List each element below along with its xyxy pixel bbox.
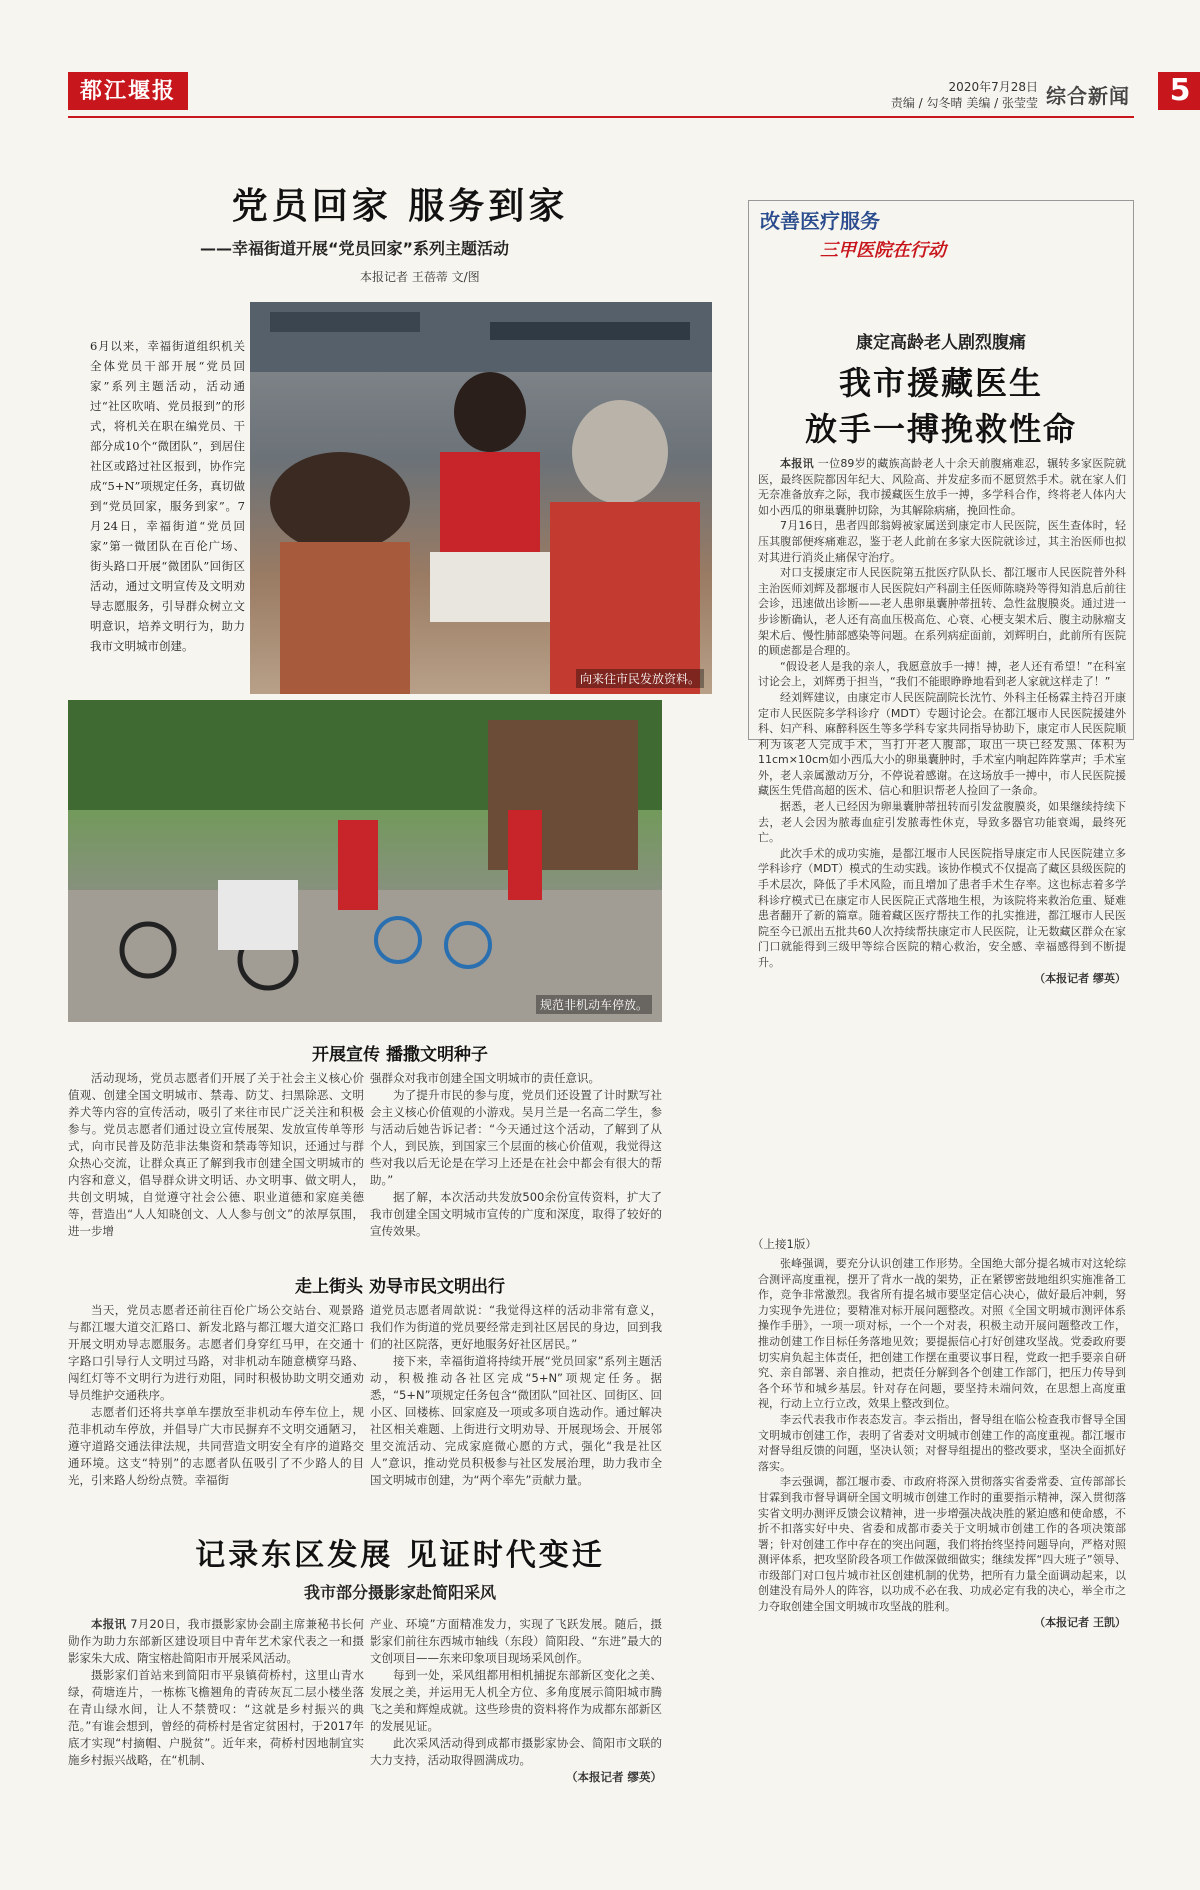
article1-section1-head: 开展宣传 播撒文明种子 <box>312 1045 488 1065</box>
article1-byline: 本报记者 王蓓蒂 文/图 <box>360 270 480 284</box>
editors-line: 责编 / 勾冬晴 美编 / 张莹莹 <box>890 96 1038 110</box>
paragraph: 每到一处，采风组都用相机捕捉东部新区变化之美、发展之美，并运用无人机全方位、多角度展示简阳城市腾飞之美和辉煌成就。这些珍贵的资料将作为成都东部新区的发展见证。 <box>370 1668 662 1733</box>
paragraph: 摄影家们首站来到简阳市平泉镇荷桥村，这里山青水绿，荷塘连片，一栋栋飞檐翘角的青砖灰瓦二层小楼坐落在青山绿水间，让人不禁赞叹：“这就是乡村振兴的典范。”有谁会想到，曾经的荷桥村是省定贫困村，于2017年底才实现“村摘帽、户脱贫”。近年来，荷桥村因地制宜实施乡村振兴战略，在“机制、 <box>68 1668 364 1767</box>
article2-title <box>748 360 1134 452</box>
page-number: 5 <box>1158 72 1200 110</box>
article1-section1-col-left <box>68 1070 364 1240</box>
paragraph: “假设老人是我的亲人，我愿意放手一搏！搏，老人还有希望！”在科室讨论会上，刘辉勇于担当，“我们不能眼睁睁地看到老人家就这样走了！” <box>758 659 1126 689</box>
article2-title-line2: 放手一搏挽救性命 <box>804 410 1077 448</box>
paragraph: 张峰强调，要充分认识创建工作形势。全国绝大部分提名城市对这轮综合测评高度重视，摆开了背水一战的架势，正在紧锣密鼓地组织实施准备工作，竞争非常激烈。我省所有提名城市要坚定信心决心，做好最后冲刺，努力实现争先进位；要精准对标开展问题整改。对照《全国文明城市测评体系操作手册》，一项一项对标，一个一个对表，积极主动开展问题整改工作，推动创建工作目标任务落地见效；要提振信心打好创建攻坚战。党委政府要切实肩负起主体责任，把创建工作摆在重要议事日程，党政一把手要亲自研究、亲自部署、亲自推动，把责任分解到各个创建工作部门，把压力传导到各个环节和城乡基层。针对存在问题，要坚持未端问效，在思想上高度重视，行动上立行立改，效果上整改到位。 <box>758 1257 1126 1411</box>
article4-body <box>758 1256 1126 1630</box>
photo-volunteers-handing-leaflets <box>250 302 712 694</box>
photo2-caption: 规范非机动车停放。 <box>536 995 652 1014</box>
column-slogan: 三甲医院在行动 <box>820 240 946 261</box>
paragraph: 对口支援康定市人民医院第五批医疗队队长、都江堰市人民医院普外科主治医师刘辉及都堰市人民医院妇产科副主任医师陈晓羚等得知消息后前往会诊，迅速做出诊断——老人患卵巢囊肿蒂扭转、急性盆腹膜炎。通过进一步诊断确认，老人还有高血压极高危、心衰、心梗支架术后、腹主动脉瘤支架术后、慢性肺部感染等问题。在系列病症面前，刘辉明白，此前所有医院的顾虑都是合理的。 <box>758 566 1126 658</box>
paragraph: 强群众对我市创建全国文明城市的责任意识。 <box>370 1071 600 1085</box>
paragraph: 活动现场，党员志愿者们开展了关于社会主义核心价值观、创建全国文明城市、禁毒、防艾、扫黑除恶、文明养犬等内容的宣传活动，吸引了来往市民广泛关注和积极参与。党员志愿者们通过设立宣传展架、发放宣传单等形式，向市民普及防范非法集资和禁毒等知识，还通过与群众热心交流，让群众真正了解到我市创建全国文明城市的内容和意义，倡导群众讲文明话、办文明事、做文明人，共创文明城，自觉遵守社会公德、职业道德和家庭美德等，营造出“人人知晓创文、人人参与创文”的浓厚氛围，进一步增 <box>68 1071 364 1238</box>
article4-byline: （本报记者 王凯） <box>1034 1615 1126 1629</box>
photo-parking-bikes <box>68 700 662 1022</box>
paragraph: 志愿者们还将共享单车摆放至非机动车停车位上，规范非机动车停放，并倡导广大市民摒弃不文明交通陋习，遵守道路交通法律法规，共同营造文明安全有序的道路交通环境。这支“特别”的志愿者队伍吸引了不少路人的目光，引来路人纷纷点赞。幸福街 <box>68 1405 364 1487</box>
article1-section2-col-left <box>68 1302 364 1489</box>
lead-label: 本报讯 <box>780 457 814 470</box>
article2-body <box>758 456 1126 986</box>
lead-text: 一位89岁的藏族高龄老人十余天前腹痛难忍，辗转多家医院就医，最终医院都因年纪大、风险高、并发症多而不愿贸然手术。就在家人们无奈准备放弃之际，我市援藏医生放手一搏，多学科合作，终将老人体内大如小西瓜的卵巢囊肿切除，为其解除病痛，挽回性命。 <box>758 457 1127 517</box>
lead-label: 本报讯 <box>91 1617 127 1631</box>
article3-title: 记录东区发展 见证时代变迁 <box>195 1538 605 1573</box>
newspaper-logo: 都江堰报 <box>68 72 188 110</box>
paragraph: 产业、环境”方面精准发力，实现了飞跃发展。随后，摄影家们前往东西城市轴线（东段）简阳段、“东进”最大的文创项目——东来印象项目现场采风创作。 <box>370 1617 662 1665</box>
section-name: 综合新闻 <box>1046 84 1130 108</box>
article1-section1-col-right <box>370 1070 662 1240</box>
lead-text: 7月20日，我市摄影家协会副主席兼秘书长何勋作为助力东部新区建设项目中青年艺术家代表之一和摄影家朱大成、隋宝榕赴简阳市开展采风活动。 <box>68 1617 365 1665</box>
article3-col-right <box>370 1616 662 1786</box>
paragraph: 此次采风活动得到成都市摄影家协会、简阳市文联的大力支持，活动取得圆满成功。 <box>370 1736 662 1767</box>
paragraph: 据了解，本次活动共发放500余份宣传资料，扩大了我市创建全国文明城市宣传的广度和深度，取得了较好的宣传效果。 <box>370 1190 662 1238</box>
article3-col-left <box>68 1616 364 1769</box>
issue-date: 2020年7月28日 <box>948 80 1038 94</box>
paragraph: 经刘辉建议，由康定市人民医院副院长沈竹、外科主任杨霖主持召开康定市人民医院多学科诊疗（MDT）专题讨论会。在都江堰市人民医院援建外科、妇产科、麻醉科医生等多学科专家共同指导协助下，康定市人民医院顺利为该老人完成手术，当打开老人腹部，取出一块已经发黑、体积为11cm×10cm如小西瓜大小的卵巢囊肿时，手术室内响起阵阵掌声；手术室外，老人亲属激动万分，不停说着感谢。在这场放手一搏中，市人民医院援藏医生凭借高超的医术、信心和胆识帮老人捡回了一条命。 <box>758 690 1126 798</box>
paragraph: 据悉，老人已经因为卵巢囊肿蒂扭转而引发盆腹膜炎，如果继续持续下去，老人会因为脓毒血症引发脓毒性休克，导致多器官功能衰竭，最终死亡。 <box>758 800 1126 845</box>
paragraph: 此次手术的成功实施，是都江堰市人民医院指导康定市人民医院建立多学科诊疗（MDT）模式的生动实践。该协作模式不仅提高了藏区县级医院的手术层次，降低了手术风险，而且增加了患者手术生存率。这也标志着多学科诊疗模式已在康定市人民医院正式落地生根，为该院将来救治危重、疑难患者翻开了新的篇章。随着藏区医疗帮扶工作的扎实推进，都江堰市人民医院至今已派出五批共60人次持续帮扶康定市人民医院，让无数藏区群众在家门口就能得到三级甲等综合医院的精心救治，安全感、幸福感得到不断提升。 <box>758 846 1126 969</box>
article3-byline: （本报记者 缪英） <box>565 1770 662 1784</box>
paragraph <box>758 456 1126 518</box>
paragraph: 7月16日，患者四郎翁姆被家属送到康定市人民医院，医生查体时，轻压其腹部便疼痛难忍，鉴于老人此前在多家大医院就诊过，其主治医师也拟对其进行消炎止痛保守治疗。 <box>758 519 1126 564</box>
paragraph: 接下来，幸福街道将持续开展“党员回家”系列主题活动，积极推动各社区完成“5+N”项规定任务。据悉，“5+N”项规定任务包含“微团队”回社区、回街区、回小区、回楼栋、回家庭及一项或多项自选动作。通过解决社区相关难题、上街进行文明劝导、开展现场会、开展邻里交流活动、完成家庭微心愿的方式，强化“我是社区人”意识，推动党员积极参与社区发展治理，助力我市全国文明城市创建，为“两个率先”贡献力量。 <box>370 1354 662 1487</box>
paragraph: 为了提升市民的参与度，党员们还设置了计时默写社会主义核心价值观的小游戏。吴月兰是一名高二学生，参与活动后她告诉记者：“今天通过这个活动，了解到了从个人，到民族，到国家三个层面的核心价值观，我觉得这些对我以后无论是在学习上还是在社会中都会有很大的帮助。” <box>370 1088 662 1187</box>
article1-section2-head: 走上街头 劝导市民文明出行 <box>295 1277 505 1297</box>
article1-lede: 6月以来，幸福街道组织机关全体党员干部开展“党员回家”系列主题活动，活动通过“社区吹哨、党员报到”的形式，将机关在职在编党员、干部分成10个“微团队”，到居住社区或路过社区报到，协作完成“5+N”项规定任务，真切做到“党员回家，服务到家”。7月24日，幸福街道“党员回家”第一微团队在百伦广场、街头路口开展“微团队”回街区活动，通过文明宣传及文明劝导志愿服务，引导群众树立文明意识，培养文明行为，助力我市文明城市创建。 <box>90 339 245 653</box>
article1-title: 党员回家 服务到家 <box>231 185 569 227</box>
article2-byline: （本报记者 缪英） <box>1034 971 1126 985</box>
masthead <box>68 72 1191 118</box>
paragraph: 李云强调，都江堰市委、市政府将深入贯彻落实省委常委、宣传部部长甘霖到我市督导调研全国文明城市创建工作时的重要指示精神，深入贯彻落实省文明办测评反馈会议精神，进一步增强决战决胜的紧迫感和使命感，不折不扣落实好中央、省委和成都市委关于文明城市创建工作的各项决策部署；针对创建工作中存在的突出问题，我们将抬终坚持问题导向，严格对照测评体系，把攻坚阶段各项工作做深做细做实；继续发挥“四大班子”领导、市级部门对口包片城市社区创建机制的优势，把所有力量全面调动起来，以创建没有局外人的阵容，以功成不必在我、功成必定有我的决心，举全市之力夺取创建全国文明城市攻坚战的胜利。 <box>758 1475 1126 1614</box>
photo1-illustration <box>250 302 712 694</box>
paragraph: 道党员志愿者周歆说：“我觉得这样的活动非常有意义，我们作为街道的党员要经常走到社区居民的身边，回到我们的社区院落，更好地服务好社区居民。” <box>370 1303 662 1351</box>
article2-title-line1: 我市援藏医生 <box>838 364 1043 402</box>
paragraph <box>68 1616 364 1667</box>
photo2-illustration <box>68 700 662 1022</box>
column-tag: 改善医疗服务 <box>760 209 880 233</box>
continued-label: （上接1版） <box>752 1237 817 1251</box>
article3-subtitle: 我市部分摄影家赴简阳采风 <box>303 1583 496 1602</box>
photo1-caption: 向来往市民发放资料。 <box>576 669 704 688</box>
article1-section2-col-right <box>370 1302 662 1489</box>
paragraph: 李云代表我市作表态发言。李云指出，督导组在临公检查我市督导全国文明城市创建工作，表明了省委对文明城市创建工作的高度重视。都江堰市对督导组反馈的问题，坚决认领；对督导组提出的整改要求，坚决全面抓好落实。 <box>758 1412 1126 1473</box>
article1-subtitle: ——幸福街道开展“党员回家”系列主题活动 <box>200 239 510 258</box>
article2-kicker: 康定高龄老人剧烈腹痛 <box>856 333 1026 353</box>
paragraph: 当天，党员志愿者还前往百伦广场公交站台、观景路与都江堰大道交汇路口、新发北路与都江堰大道交汇路口开展文明劝导志愿服务。志愿者们身穿红马甲，在交通十字路口引导行人文明过马路，对非机动车随意横穿马路、闯红灯等不文明行为进行劝阻，同时积极协助文明交通劝导员维护交通秩序。 <box>68 1303 364 1402</box>
